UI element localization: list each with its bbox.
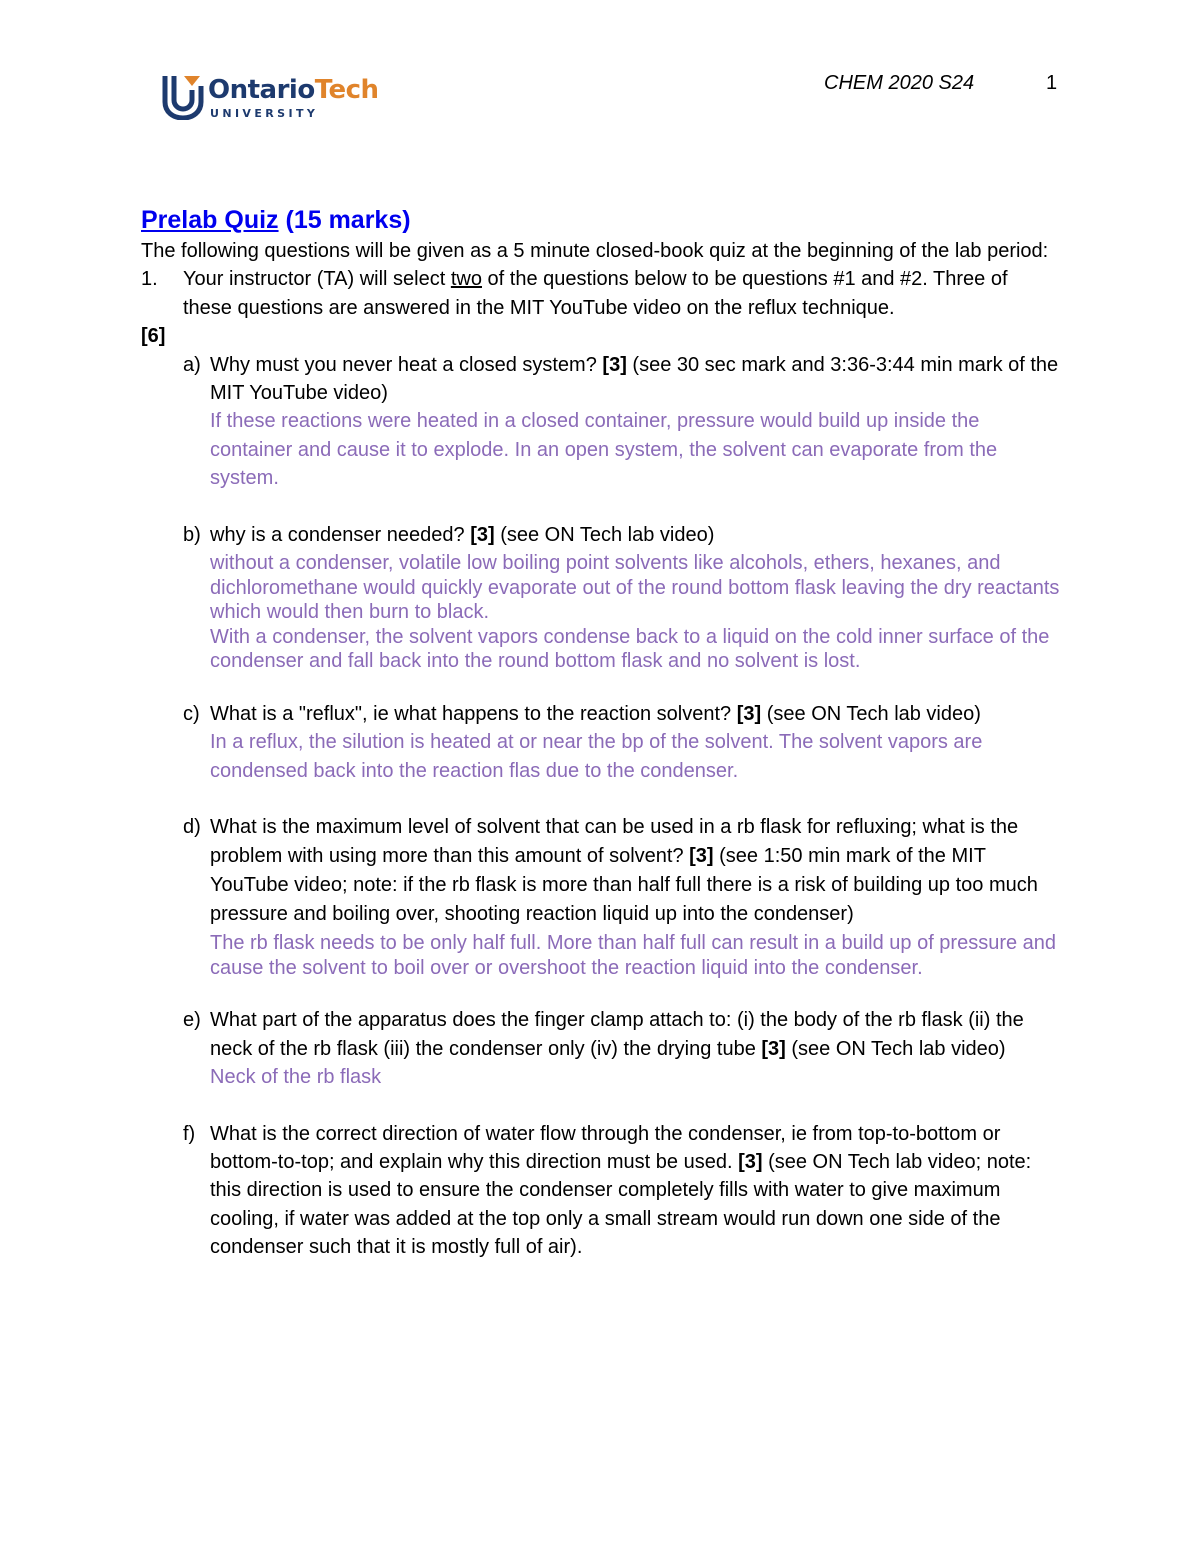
item-1: [141, 265, 1061, 322]
logo-subtitle: UNIVERSITY: [210, 107, 319, 120]
question-label: b): [183, 523, 201, 546]
question-b: [141, 521, 1061, 674]
ontario-tech-shield-icon: [162, 72, 204, 120]
university-logo: [162, 70, 382, 126]
question-text: why is a condenser needed? [3] (see ON Tech lab video): [210, 523, 715, 546]
question-a: [141, 351, 1061, 493]
course-code: CHEM 2020 S24: [824, 72, 975, 94]
question-e: [141, 1006, 1061, 1091]
answer-text: If these reactions were heated in a closed container, pressure would build up inside the container and cause it to explode. In an open system, the solvent can evaporate from the system.: [210, 410, 998, 490]
item-text: Your instructor (TA) will select two of the questions below to be questions #1 and #2. Three of these questions are answered in the MIT YouTube video on the reflux technique.: [183, 268, 1008, 319]
page-title: Prelab Quiz (15 marks): [141, 206, 411, 234]
question-label: f): [183, 1122, 196, 1145]
question-text: What part of the apparatus does the finger clamp attach to: (i) the body of the rb flask (ii) the neck of the rb flask (iii) the condenser only (iv) the drying tube [3] (see ON Tech lab video): [210, 1009, 1024, 1060]
question-text: What is a "reflux", ie what happens to the reaction solvent? [3] (see ON Tech lab video): [210, 703, 981, 726]
answer-text: without a condenser, volatile low boiling point solvents like alcohols, ethers, hexanes, and dichloromethane would quickly evaporate out of the round bottom flask leaving the dry reactants which would then burn to black.: [210, 552, 1060, 624]
answer-text: With a condenser, the solvent vapors condense back to a liquid on the cold inner surface of the condenser and fall back into the round bottom flask and no solvent is lost.: [210, 625, 1050, 673]
intro-paragraph: The following questions will be given as a 5 minute closed-book quiz at the beginning of the lab period:: [141, 240, 1049, 262]
question-f: [141, 1120, 1061, 1262]
logo-wordmark: OntarioTech: [208, 75, 379, 105]
question-c: [141, 700, 1061, 785]
question-label: e): [183, 1009, 201, 1032]
answer-text: The rb flask needs to be only half full. More than half full can result in a build up of pressure and cause the solvent to boil over or overshoot the reaction liquid into the condenser.: [210, 932, 1057, 979]
answer-text: In a reflux, the silution is heated at or near the bp of the solvent. The solvent vapors are condensed back into the reaction flas due to the condenser.: [210, 731, 983, 782]
question-d: [141, 813, 1061, 980]
quiz-content: [141, 204, 1061, 1262]
item-1-marks: [6]: [141, 325, 166, 348]
question-label: d): [183, 816, 201, 839]
answer-text: Neck of the rb flask: [210, 1066, 382, 1089]
question-text: What is the maximum level of solvent that can be used in a rb flask for refluxing; what is the problem with using more than this amount of solvent? [3] (see 1:50 min mark of the MIT YouTube video; note: if the rb flask is more than half full there is a risk of building up too much pressure and boiling over, shooting reaction liquid up into the condenser): [210, 816, 1038, 926]
question-label: a): [183, 353, 201, 376]
question-text: What is the correct direction of water flow through the condenser, ie from top-to-bottom or bottom-to-top; and explain why this direction must be used. [3] (see ON Tech lab video; note: this direction is used to ensure the condenser completely fills with water to give maximum cooling, if water was added at the top only a small stream would run down one side of the condenser such that it is mostly full of air).: [210, 1122, 1032, 1259]
item-number: 1.: [141, 268, 158, 291]
page-number: 1: [1046, 72, 1058, 94]
question-label: c): [183, 703, 200, 726]
question-text: Why must you never heat a closed system? [3] (see 30 sec mark and 3:36-3:44 min mark of the MIT YouTube video): [210, 353, 1059, 405]
